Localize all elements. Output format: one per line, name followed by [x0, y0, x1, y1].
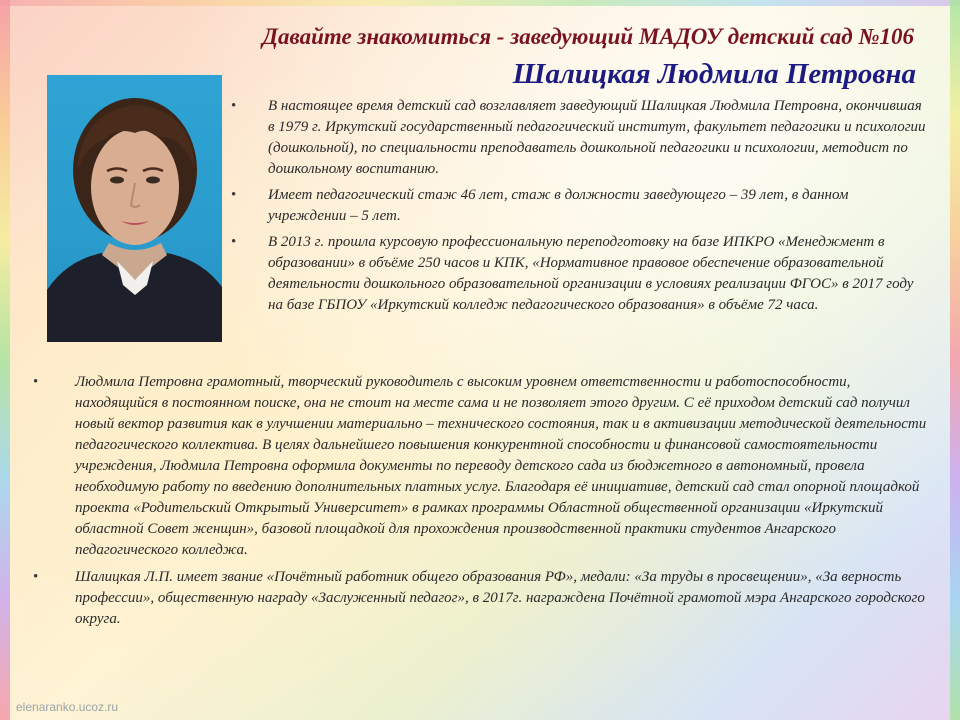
person-name-title: Шалицкая Людмила Петровна [512, 58, 916, 90]
list-item: • Шалицкая Л.П. имеет звание «Почётный работник общего образования РФ», медали: «За труды в просвещении», «За верность профессии», общественную награду «Заслуженный педагог», в 2017г. награждена Почётной грамотой мэра Ангарского городского округа. [75, 567, 930, 630]
portrait-photo-icon [47, 75, 222, 342]
slide-title: Давайте знакомиться - заведующий МАДОУ детский сад №106 [262, 24, 914, 49]
list-item: • В 2013 г. прошла курсовую профессиональную переподготовку на базе ИПКРО «Менеджмент в образовании» в объёме 250 часов и КПК, «Нормативное правовое обеспечение образовательной деятельности дошкольного образовательной организации в условиях реализации ФГОС» в 2017 году на базе ГБПОУ «Иркутский колледж педагогического образования» в объёме 72 часа. [268, 232, 928, 316]
portrait-photo [47, 75, 222, 342]
rainbow-border-left [0, 0, 10, 720]
bottom-bullet-list [75, 372, 930, 636]
list-item: • В настоящее время детский сад возглавляет заведующий Шалицкая Людмила Петровна, окончившая в 1979 г. Иркутский государственный педагогический институт, факультет педагогики и психологии (дошкольной), по специальности преподаватель дошкольной педагогики и психологии, методист по дошкольному воспитанию. [268, 96, 928, 180]
rainbow-border-top [0, 0, 960, 6]
list-item: • Имеет педагогический стаж 46 лет, стаж в должности заведующего – 39 лет, в данном учреждении – 5 лет. [268, 185, 928, 227]
rainbow-border-right [950, 0, 960, 720]
top-bullet-list [268, 96, 928, 321]
watermark: elenaranko.ucoz.ru [16, 700, 119, 714]
list-item: • Людмила Петровна грамотный, творческий руководитель с высоким уровнем ответственности и работоспособности, находящийся в постоянном поиске, она не стоит на месте сама и не позволяет этого другим. С её приходом детский сад получил новый вектор развития как в улучшении материально – технического состояния, так и в активизации методической деятельности педагогического коллектива. В целях дальнейшего повышения конкурентной способности и финансовой самостоятельности учреждения, Людмила Петровна оформила документы по переводу детского сада из бюджетного в автономный, провела необходимую работу по введению дополнительных платных услуг. Благодаря её инициативе, детский сад стал опорной площадкой проекта «Родительский Открытый Университет» в рамках программы Областной общественной организации «Иркутский областной Совет женщин», базовой площадкой для прохождения производственной практики студентов Ангарского педагогического колледжа. [75, 372, 930, 561]
